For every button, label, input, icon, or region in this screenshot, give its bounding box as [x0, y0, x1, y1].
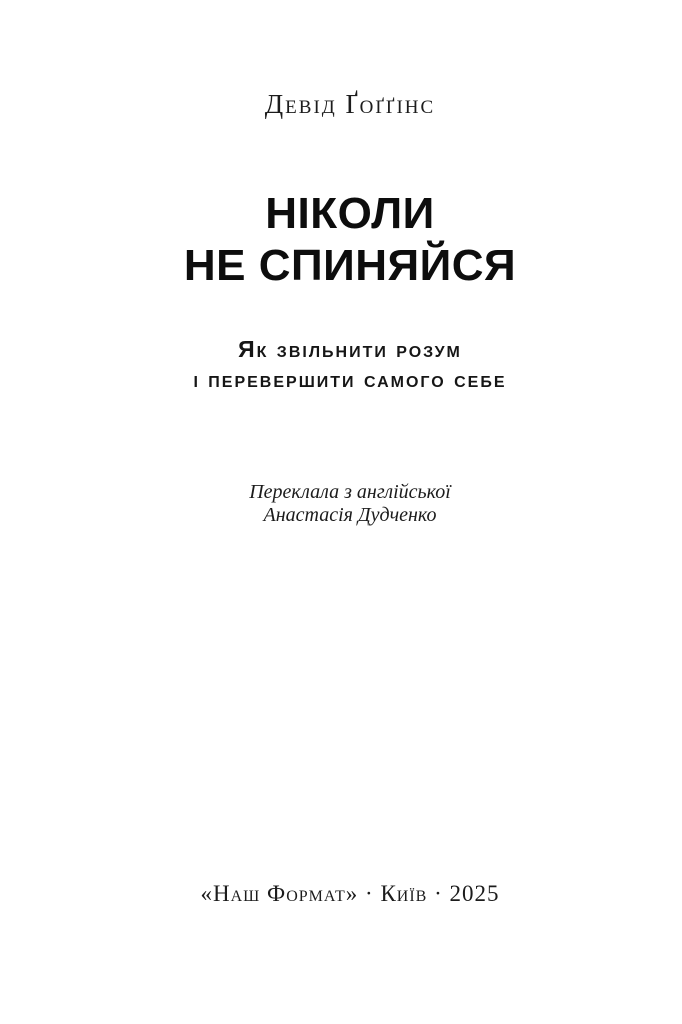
book-title-line-2: НЕ СПИНЯЙСЯ: [183, 241, 517, 290]
book-subtitle-line-1: Як звільнити розум: [238, 336, 462, 362]
translator-credit: [9, 481, 682, 527]
book-title: [9, 188, 682, 292]
translator-credit-line: Переклала з англійської: [249, 481, 451, 503]
book-title-line-1: НІКОЛИ: [265, 189, 435, 238]
publisher-imprint: «Наш Формат» · Київ · 2025: [200, 881, 500, 906]
book-subtitle: [9, 334, 682, 394]
author-name: Девід Ґоґґінс: [264, 89, 436, 119]
book-subtitle-line-2: і перевершити самого себе: [193, 366, 507, 392]
translator-name: Анастасія Дудченко: [263, 504, 437, 526]
